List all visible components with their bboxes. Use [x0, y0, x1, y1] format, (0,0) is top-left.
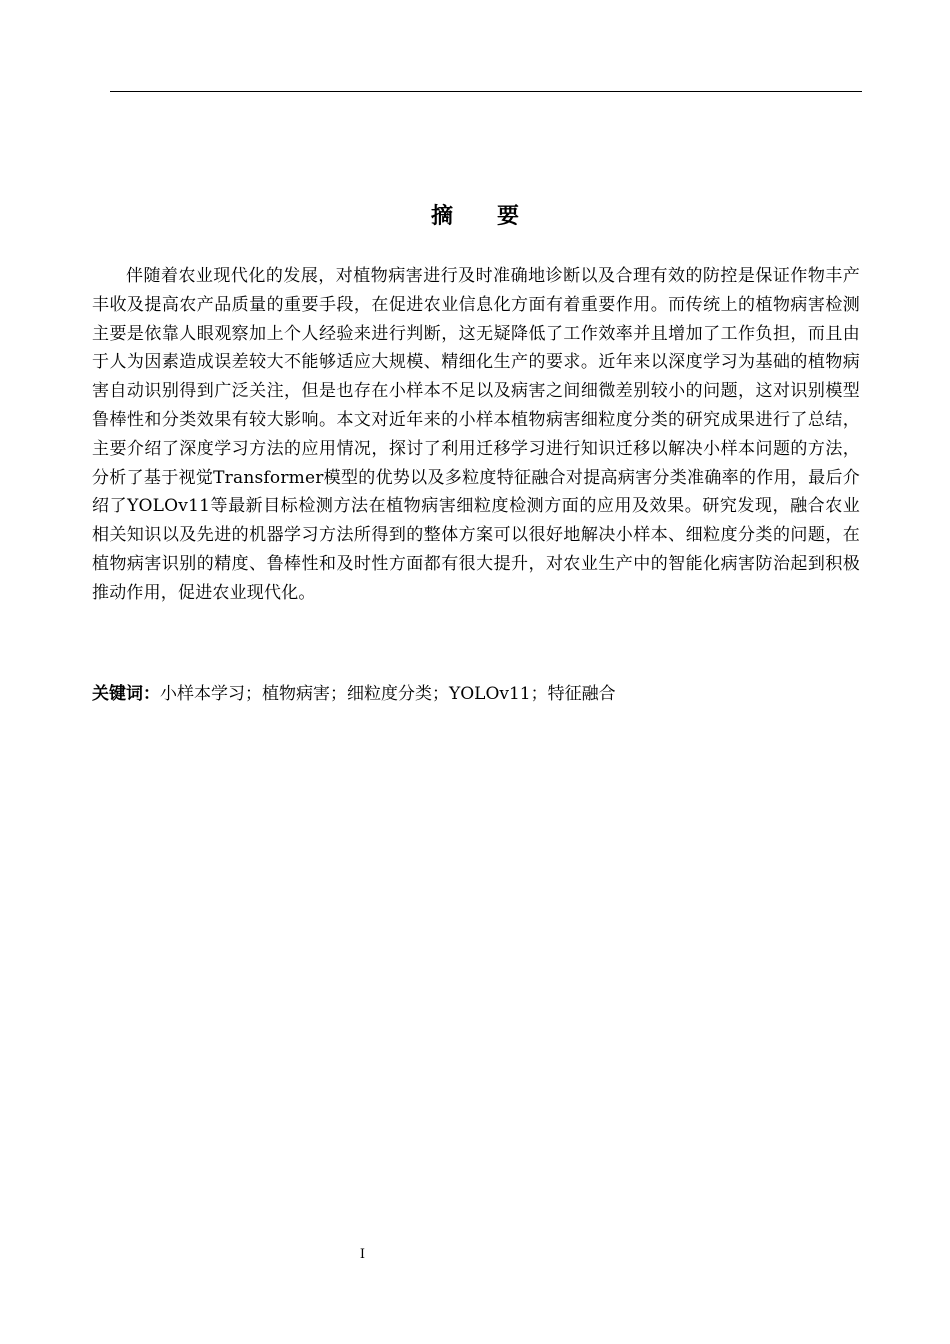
keywords-text: 小样本学习；植物病害；细粒度分类；YOLOv11；特征融合 [160, 684, 616, 704]
keywords-line [92, 680, 860, 708]
page-number: I [359, 1247, 366, 1262]
abstract-title: 摘要 [430, 204, 563, 229]
abstract-body: 伴随着农业现代化的发展，对植物病害进行及时准确地诊断以及合理有效的防控是保证作物丰产丰收及提高农产品质量的重要手段，在促进农业信息化方面有着重要作用。而传统上的植物病害检测主要是依靠人眼观察加上个人经验来进行判断，这无疑降低了工作效率并且增加了工作负担，而且由于人为因素造成误差较大不能够适应大规模、精细化生产的要求。近年来以深度学习为基础的植物病害自动识别得到广泛关注，但是也存在小样本不足以及病害之间细微差别较小的问题，这对识别模型鲁棒性和分类效果有较大影响。本文对近年来的小样本植物病害细粒度分类的研究成果进行了总结，主要介绍了深度学习方法的应用情况，探讨了利用迁移学习进行知识迁移以解决小样本问题的方法，分析了基于视觉Transformer模型的优势以及多粒度特征融合对提高病害分类准确率的作用，最后介绍了YOLOv11等最新目标检测方法在植物病害细粒度检测方面的应用及效果。研究发现，融合农业相关知识以及先进的机器学习方法所得到的整体方案可以很好地解决小样本、细粒度分类的问题，在植物病害识别的精度、鲁棒性和及时性方面都有很大提升，对农业生产中的智能化病害防治起到积极推动作用，促进农业现代化。 [92, 266, 860, 603]
keywords-label: 关键词： [92, 684, 160, 704]
header-rule [110, 91, 862, 92]
